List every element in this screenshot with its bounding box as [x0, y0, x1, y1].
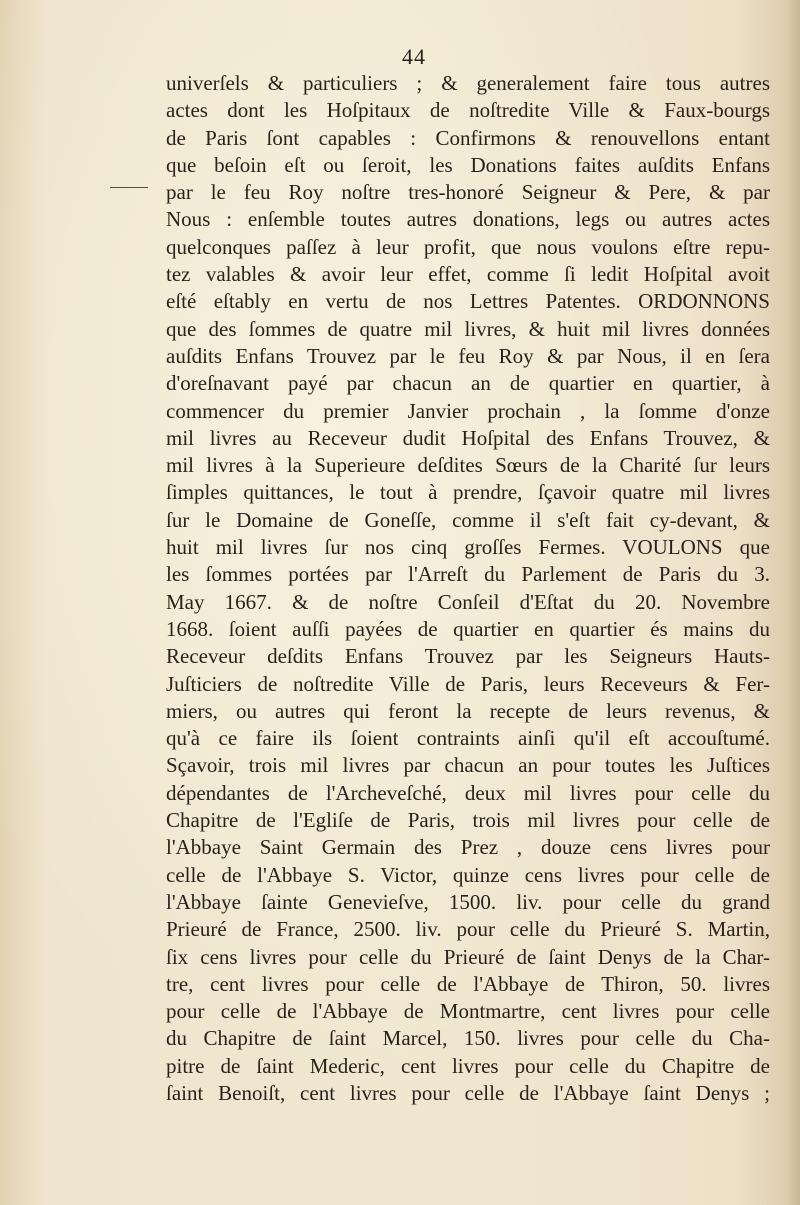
text-line: ſaint Benoiſt, cent livres pour celle de l'Abbaye ſaint Denys ;	[166, 1080, 770, 1105]
text-line: du Chapitre de ſaint Marcel, 150. livres pour celle du Cha-	[166, 1026, 770, 1051]
text-line: mil livres à la Superieure deſdites Sœurs de la Charité ſur leurs	[166, 453, 770, 478]
body-text	[166, 70, 770, 1107]
text-line: que des ſommes de quatre mil livres, & huit mil livres données	[166, 316, 770, 341]
text-line: ſimples quittances, le tout à prendre, ſçavoir quatre mil livres	[166, 480, 770, 505]
text-line: Chapitre de l'Egliſe de Paris, trois mil livres pour celle de	[166, 808, 770, 833]
text-line: d'oreſnavant payé par chacun an de quartier en quartier, à	[166, 371, 770, 396]
text-line: actes dont les Hoſpitaux de noſtredite Ville & Faux-bourgs	[166, 98, 770, 123]
text-line: l'Abbaye Saint Germain des Prez , douze cens livres pour	[166, 835, 770, 860]
text-line: l'Abbaye ſainte Genevieſve, 1500. liv. pour celle du grand	[166, 889, 770, 914]
text-line: par le feu Roy noſtre tres-honoré Seigneur & Pere, & par	[166, 180, 770, 205]
text-line: huit mil livres ſur nos cinq groſſes Fermes. VOULONS que	[166, 535, 770, 560]
text-line: mil livres au Receveur dudit Hoſpital des Enfans Trouvez, &	[166, 425, 770, 450]
text-line: que beſoin eſt ou ſeroit, les Donations faites auſdits Enfans	[166, 152, 770, 177]
text-line: univerſels & particuliers ; & generalement faire tous autres	[166, 71, 770, 95]
text-line: miers, ou autres qui feront la recepte de leurs revenus, &	[166, 698, 770, 723]
text-line: Sçavoir, trois mil livres par chacun an pour toutes les Juſtices	[166, 753, 770, 778]
text-line: commencer du premier Janvier prochain , la ſomme d'onze	[166, 398, 770, 423]
text-line: Prieuré de France, 2500. liv. pour celle du Prieuré S. Martin,	[166, 917, 770, 942]
text-line: les ſommes portées par l'Arreſt du Parlement de Paris du 3.	[166, 562, 770, 587]
text-line: tez valables & avoir leur effet, comme ſi ledit Hoſpital avoit	[166, 262, 770, 287]
text-line: dépendantes de l'Archeveſché, deux mil livres pour celle du	[166, 780, 770, 805]
margin-mark	[110, 187, 148, 188]
text-line: Receveur deſdits Enfans Trouvez par les Seigneurs Hauts-	[166, 644, 770, 669]
text-line: ſix cens livres pour celle du Prieuré de ſaint Denys de la Char-	[166, 944, 770, 969]
text-line: pitre de ſaint Mederic, cent livres pour celle du Chapitre de	[166, 1053, 770, 1078]
text-line: de Paris ſont capables : Confirmons & renouvellons entant	[166, 125, 770, 150]
text-line: ſur le Domaine de Goneſſe, comme il s'eſt fait cy-devant, &	[166, 507, 770, 532]
text-line: Nous : enſemble toutes autres donations, legs ou autres actes	[166, 207, 770, 232]
text-line: qu'à ce faire ils ſoient contraints ainſi qu'il eſt accouſtumé.	[166, 726, 770, 751]
text-line: eſté eſtably en vertu de nos Lettres Patentes. ORDONNONS	[166, 289, 770, 314]
text-line: pour celle de l'Abbaye de Montmartre, cent livres pour celle	[166, 999, 770, 1024]
text-line: tre, cent livres pour celle de l'Abbaye de Thiron, 50. livres	[166, 971, 770, 996]
text-line: May 1667. & de noſtre Conſeil d'Eſtat du 20. Novembre	[166, 589, 770, 614]
text-line: quelconques paſſez à leur profit, que nous voulons eſtre repu-	[166, 234, 770, 259]
text-line: celle de l'Abbaye S. Victor, quinze cens livres pour celle de	[166, 862, 770, 887]
page-number: 44	[402, 44, 426, 69]
text-line: 1668. ſoient auſſi payées de quartier en quartier és mains du	[166, 616, 770, 641]
text-line: auſdits Enfans Trouvez par le feu Roy & par Nous, il en ſera	[166, 343, 770, 368]
text-line: Juſticiers de noſtredite Ville de Paris, leurs Receveurs & Fer-	[166, 671, 770, 696]
